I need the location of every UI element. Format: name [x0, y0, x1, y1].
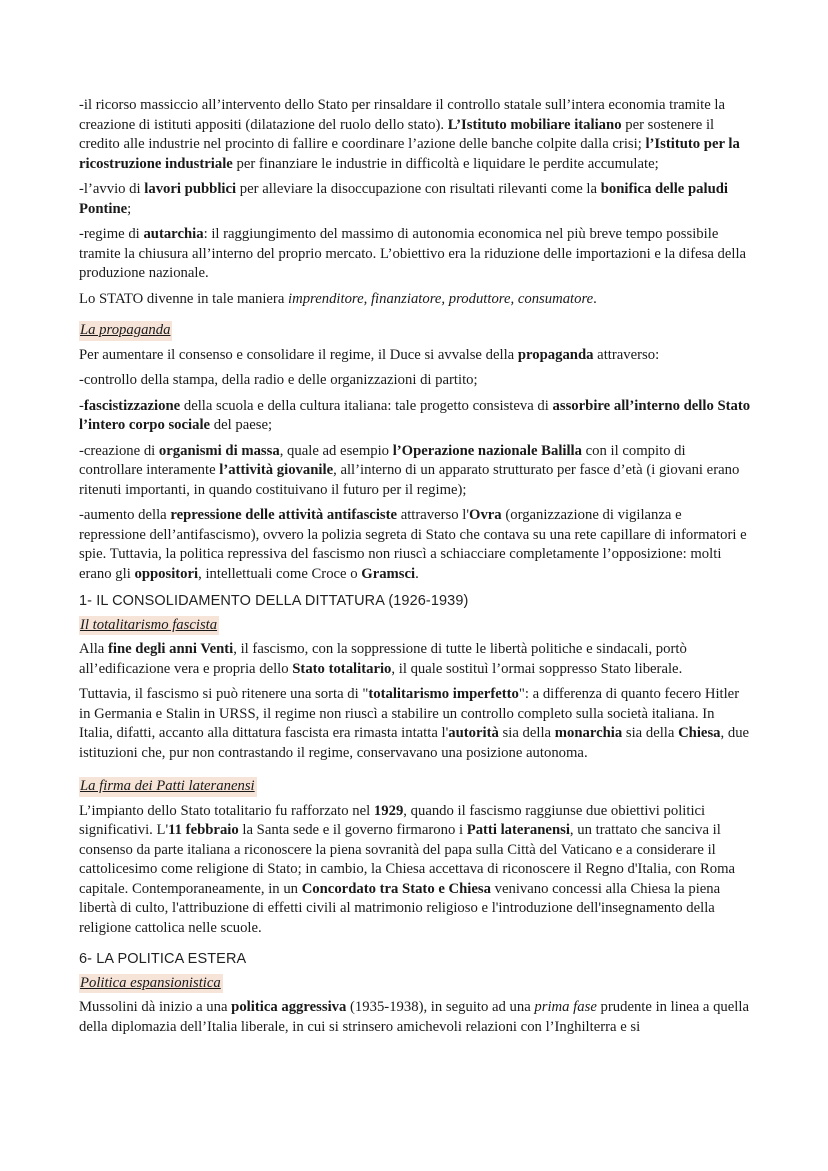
paragraph-politica-aggressiva: Mussolini dà inizio a una politica aggressiva (1935-1938), in seguito ad una prima fase prudente in linea a quella della diplomazia dell’Italia liberale, in cui si strinsero amichevoli relazioni con l’Inghilterra e si [79, 999, 749, 1035]
paragraph-intervento-stato: -il ricorso massiccio all’intervento dello Stato per rinsaldare il controllo statale sull’intera economia tramite la creazione di istituti appositi (dilatazione del ruolo dello stato). L’Istituto mobiliare italiano per sostenere il credito alle industrie nel procinto di fallire e coordinare l’azione delle banche colpite dalla crisi; l’Istituto per la ricostruzione industriale per finanziare le industrie in difficoltà e liquidare le perdite accumulate; [79, 97, 740, 172]
list-item-fascistizzazione: -fascistizzazione della scuola e della cultura italiana: tale progetto consisteva di assorbire all’interno dello Stato l’intero corpo sociale del paese; [79, 397, 751, 433]
bold-iri: l’Istituto per la ricostruzione industriale [79, 136, 740, 172]
subheading-totalitarismo: Il totalitarismo fascista [79, 616, 219, 636]
section-title-politica-estera: 6- LA POLITICA ESTERA [79, 951, 247, 967]
list-item-controllo: -controllo della stampa, della radio e delle organizzazioni di partito; [79, 372, 478, 388]
bold-imi: L’Istituto mobiliare italiano [447, 116, 622, 133]
paragraph-propaganda-intro: Per aumentare il consenso e consolidare il regime, il Duce si avvalse della propaganda attraverso: [79, 346, 660, 363]
subheading-patti-lateranensi: La firma dei Patti lateranensi [79, 777, 257, 797]
subheading-propaganda: La propaganda [79, 321, 172, 341]
subheading-politica-espansionistica: Politica espansionistica [79, 974, 223, 994]
paragraph-totalitarismo-imperfetto: Tuttavia, il fascismo si può ritenere una sorta di "totalitarismo imperfetto": a differenza di quanto fecero Hitler in Germania e Stalin in URSS, il regime non riuscì a stabilire un controllo completo sulla società italiana. In Italia, difatti, accanto alla dittatura fascista era rimasta intatta l'autorità sia della monarchia sia della Chiesa, due istituzioni che, pur non contrastando il regime, conservavano una posizione autonoma. [79, 686, 750, 761]
list-item-organismi: -creazione di organismi di massa, quale ad esempio l’Operazione nazionale Balilla con il compito di controllare interamente l’attività giovanile, all’interno di un apparato strutturato per fasce d’età (i giovani erano ritenuti importanti, in quando costituivano il futuro per il regime); [79, 442, 740, 498]
document-page [79, 96, 751, 1043]
paragraph-stato-ruoli: Lo STATO divenne in tale maniera imprenditore, finanziatore, produttore, consumatore. [79, 290, 597, 307]
paragraph-lavori-pubblici: -l’avvio di lavori pubblici per alleviare la disoccupazione con risultati rilevanti come la bonifica delle paludi Pontine; [79, 181, 729, 217]
paragraph-patti-lateranensi: L’impianto dello Stato totalitario fu rafforzato nel 1929, quando il fascismo raggiunse due obiettivi politici significativi. L'11 febbraio la Santa sede e il governo firmarono i Patti lateranensi, un trattato che sanciva il consenso da parte italiana a riconoscere la piena sovranità del papa sulla Città del Vaticano e a considerare il cattolicesimo come religione di Stato; in cambio, la Chiesa accettava di riconoscere il Regno d'Italia, con Roma capitale. Contemporaneamente, in un Concordato tra Stato e Chiesa venivano concessi alla Chiesa la piena libertà di culto, l'attribuzione di effetti civili al matrimonio religioso e l'introduzione dell'insegnamento della religione cattolica nelle scuole. [79, 802, 736, 936]
list-item-repressione: -aumento della repressione delle attività antifasciste attraverso l'Ovra (organizzazione di vigilanza e repressione dell’antifascismo), ovvero la polizia segreta di Stato che contava su una rete capillare di informatori e spie. Tuttavia, la politica repressiva del fascismo non riuscì a schiacciare completamente l’opposizione: molti erano gli oppositori, intellettuali come Croce o Gramsci. [79, 507, 747, 582]
section-title-consolidamento: 1- IL CONSOLIDAMENTO DELLA DITTATURA (1926-1939) [79, 593, 469, 609]
paragraph-autarchia: -regime di autarchia: il raggiungimento del massimo di autonomia economica nel più breve tempo possibile tramite la chiusura all’interno del proprio mercato. L’obiettivo era la riduzione delle importazioni e la difesa della produzione nazionale. [79, 226, 747, 281]
paragraph-stato-totalitario: Alla fine degli anni Venti, il fascismo, con la soppressione di tutte le libertà politiche e sindacali, portò all’edificazione vera e propria dello Stato totalitario, il quale sostituì l’ormai soppresso Stato liberale. [79, 641, 687, 677]
